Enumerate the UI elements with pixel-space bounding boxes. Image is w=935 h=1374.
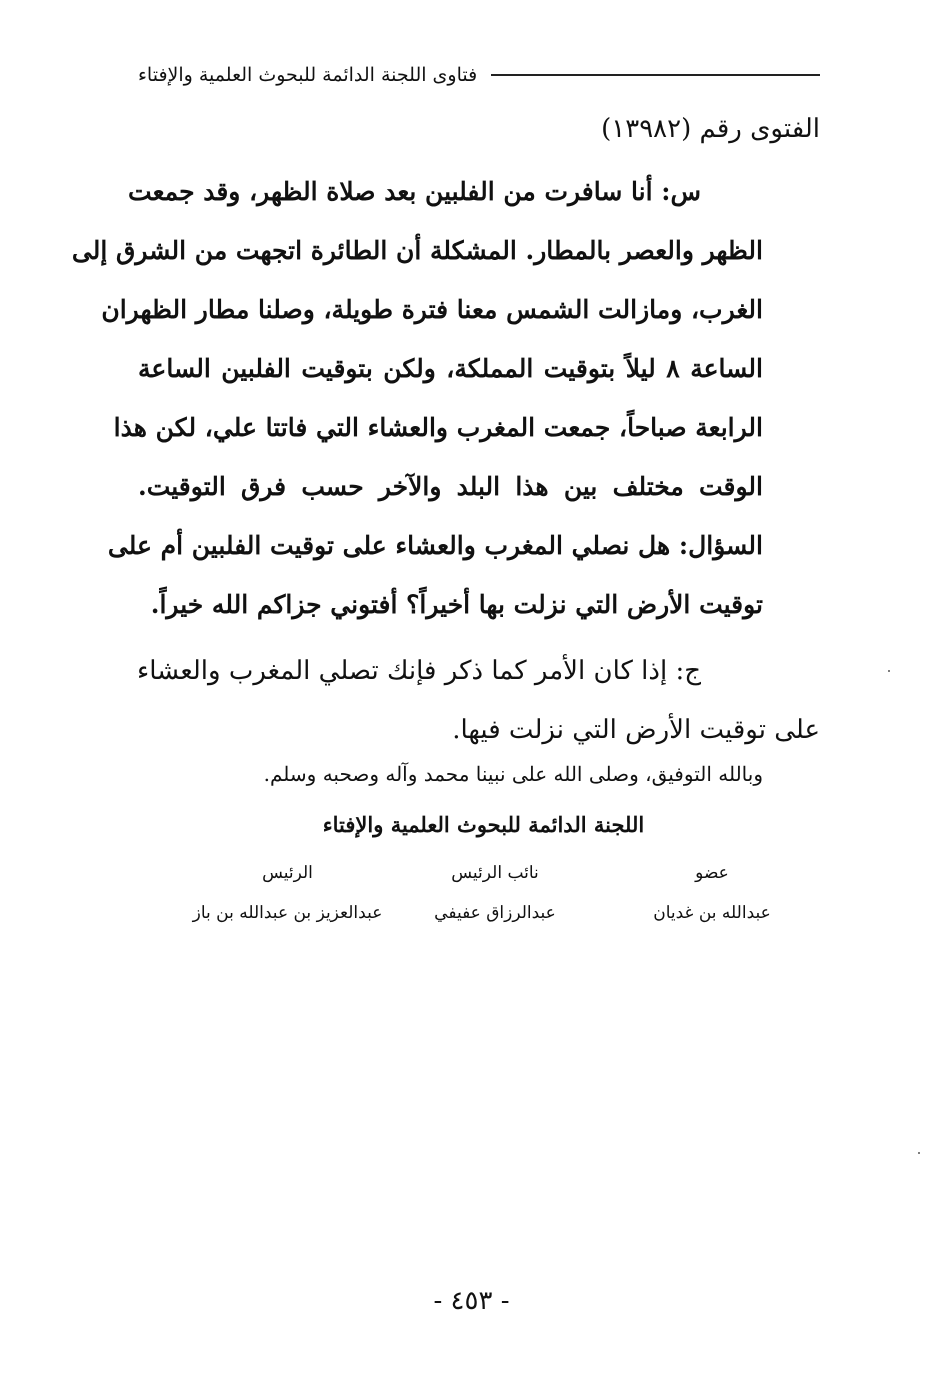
page-number: - ٤٥٣ - (433, 1286, 510, 1316)
question-line: الوقت مختلف بين هذا البلد والآخر حسب فرق التوقيت. (138, 472, 763, 501)
running-header (138, 58, 820, 92)
question-line: الرابعة صباحاً، جمعت المغرب والعشاء التي فاتتا علي، لكن هذا (113, 413, 763, 442)
running-head-title: فتاوى اللجنة الدائمة للبحوث العلمية والإفتاء (138, 64, 478, 86)
signatory-role: نائب الرئيس (451, 863, 539, 883)
signatory-name: عبدالرزاق عفيفي (434, 903, 556, 923)
question-line: الغرب، ومازالت الشمس معنا فترة طويلة، وصلنا مطار الظهران (101, 295, 763, 324)
signatory-president (185, 858, 390, 928)
signatory-role: عضو (695, 863, 729, 883)
closing-formula: وبالله التوفيق، وصلى الله على نبينا محمد وآله وصحبه وسلم. (263, 762, 763, 786)
signatory-name: عبدالعزيز بن عبدالله بن باز (192, 903, 383, 923)
signatory-vice-president (410, 858, 580, 928)
scan-speck (888, 670, 890, 672)
answer-line: على توقيت الأرض التي نزلت فيها. (452, 715, 820, 745)
answer-block (137, 642, 820, 760)
answer-line: ج: إذا كان الأمر كما ذكر فإنك تصلي المغرب والعشاء (137, 656, 701, 686)
question-line: الساعة ٨ ليلاً بتوقيت المملكة، ولكن بتوقيت الفلبين الساعة (138, 354, 763, 383)
signatory-role: الرئيس (262, 863, 313, 883)
signatory-member (647, 858, 777, 928)
signatory-name: عبدالله بن غديان (653, 903, 771, 923)
question-line: س: أنا سافرت من الفلبين بعد صلاة الظهر، وقد جمعت (128, 177, 701, 206)
scan-speck (918, 1152, 920, 1154)
question-line: السؤال: هل نصلي المغرب والعشاء على توقيت الفلبين أم على (107, 531, 763, 560)
question-block (71, 162, 763, 634)
question-line: الظهر والعصر بالمطار. المشكلة أن الطائرة اتجهت من الشرق إلى (71, 236, 763, 265)
header-rule (491, 74, 820, 76)
question-line: توقيت الأرض التي نزلت بها أخيراً؟ أفتوني جزاكم الله خيراً. (150, 590, 763, 619)
fatwa-number: الفتوى رقم (١٣٩٨٢) (601, 114, 820, 144)
committee-title: اللجنة الدائمة للبحوث العلمية والإفتاء (322, 812, 645, 837)
